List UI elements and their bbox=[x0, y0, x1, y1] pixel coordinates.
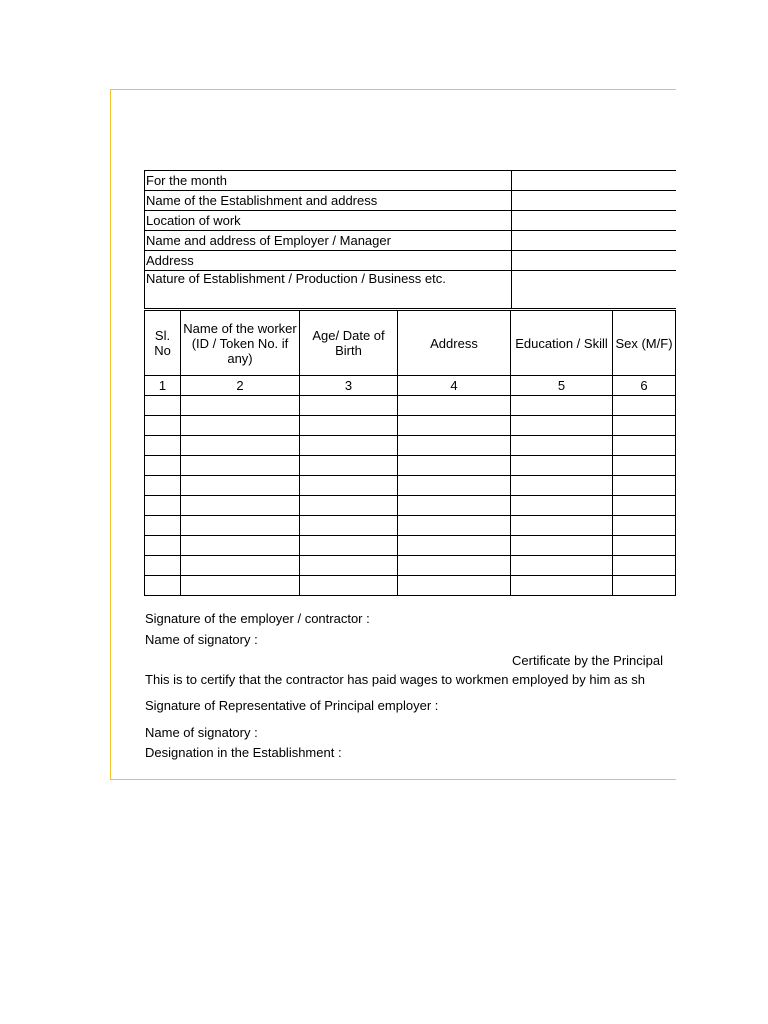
table-cell[interactable] bbox=[511, 396, 613, 416]
table-cell[interactable] bbox=[398, 556, 511, 576]
table-cell[interactable] bbox=[181, 556, 300, 576]
table-cell[interactable] bbox=[613, 536, 676, 556]
column-header-row bbox=[145, 311, 677, 376]
table-cell[interactable] bbox=[511, 476, 613, 496]
info-value-month[interactable] bbox=[512, 171, 677, 191]
info-row-establishment bbox=[145, 191, 677, 211]
table-cell[interactable] bbox=[613, 436, 676, 456]
table-cell[interactable] bbox=[613, 576, 676, 596]
table-row bbox=[145, 416, 677, 436]
table-row bbox=[145, 516, 677, 536]
table-cell[interactable] bbox=[676, 476, 677, 496]
table-cell[interactable] bbox=[300, 436, 398, 456]
table-cell[interactable] bbox=[398, 536, 511, 556]
table-cell[interactable] bbox=[676, 396, 677, 416]
column-header-sex: Sex (M/F) bbox=[613, 311, 676, 376]
table-cell[interactable] bbox=[676, 536, 677, 556]
info-label-nature: Nature of Establishment / Production / Business etc. bbox=[145, 271, 512, 309]
table-cell[interactable] bbox=[300, 456, 398, 476]
column-header-education: Education / Skill bbox=[511, 311, 613, 376]
table-cell[interactable] bbox=[676, 496, 677, 516]
table-cell[interactable] bbox=[511, 436, 613, 456]
table-cell[interactable] bbox=[300, 416, 398, 436]
table-cell[interactable] bbox=[398, 416, 511, 436]
table-cell[interactable] bbox=[145, 536, 181, 556]
table-cell[interactable] bbox=[398, 496, 511, 516]
table-cell[interactable] bbox=[613, 396, 676, 416]
table-cell[interactable] bbox=[398, 396, 511, 416]
info-value-location[interactable] bbox=[512, 211, 677, 231]
worker-register-table bbox=[144, 310, 676, 596]
table-cell[interactable] bbox=[181, 496, 300, 516]
table-cell[interactable] bbox=[300, 476, 398, 496]
signature-representative-label: Signature of Representative of Principal employer : bbox=[145, 698, 439, 713]
table-cell[interactable] bbox=[145, 556, 181, 576]
table-cell[interactable] bbox=[676, 456, 677, 476]
table-cell[interactable] bbox=[145, 436, 181, 456]
establishment-info-table bbox=[144, 170, 676, 309]
info-label-month: For the month bbox=[145, 171, 512, 191]
table-cell[interactable] bbox=[300, 396, 398, 416]
table-cell[interactable] bbox=[676, 436, 677, 456]
table-cell[interactable] bbox=[676, 556, 677, 576]
table-row bbox=[145, 396, 677, 416]
signature-employer-label: Signature of the employer / contractor : bbox=[145, 611, 370, 626]
table-cell[interactable] bbox=[398, 456, 511, 476]
column-header-sl-no: Sl. No bbox=[145, 311, 181, 376]
info-value-establishment[interactable] bbox=[512, 191, 677, 211]
table-cell[interactable] bbox=[300, 496, 398, 516]
table-cell[interactable] bbox=[511, 536, 613, 556]
table-cell[interactable] bbox=[300, 556, 398, 576]
info-label-location: Location of work bbox=[145, 211, 512, 231]
table-cell[interactable] bbox=[398, 576, 511, 596]
table-cell[interactable] bbox=[145, 456, 181, 476]
table-cell[interactable] bbox=[300, 516, 398, 536]
table-cell[interactable] bbox=[511, 516, 613, 536]
table-cell[interactable] bbox=[181, 416, 300, 436]
table-row bbox=[145, 536, 677, 556]
info-row-employer bbox=[145, 231, 677, 251]
column-number: 1 bbox=[145, 376, 181, 396]
table-row bbox=[145, 556, 677, 576]
table-cell[interactable] bbox=[613, 496, 676, 516]
table-row bbox=[145, 436, 677, 456]
table-row bbox=[145, 476, 677, 496]
table-cell[interactable] bbox=[398, 436, 511, 456]
column-number: 6 bbox=[613, 376, 676, 396]
table-cell[interactable] bbox=[613, 456, 676, 476]
column-number: 4 bbox=[398, 376, 511, 396]
column-number: 3 bbox=[300, 376, 398, 396]
info-row-address bbox=[145, 251, 677, 271]
certificate-title: Certificate by the Principal bbox=[512, 653, 664, 668]
column-header-age: Age/ Date of Birth bbox=[300, 311, 398, 376]
table-cell[interactable] bbox=[181, 436, 300, 456]
table-row bbox=[145, 496, 677, 516]
table-cell[interactable] bbox=[511, 456, 613, 476]
column-header-extra bbox=[676, 311, 677, 376]
column-number: 5 bbox=[511, 376, 613, 396]
table-cell[interactable] bbox=[181, 396, 300, 416]
table-cell[interactable] bbox=[676, 416, 677, 436]
table-cell[interactable] bbox=[398, 476, 511, 496]
table-row bbox=[145, 576, 677, 596]
table-cell[interactable] bbox=[145, 416, 181, 436]
column-header-worker-name: Name of the worker (ID / Token No. if any) bbox=[181, 311, 300, 376]
column-number: 2 bbox=[181, 376, 300, 396]
table-cell[interactable] bbox=[145, 396, 181, 416]
table-cell[interactable] bbox=[613, 556, 676, 576]
name-of-signatory-label: Name of signatory : bbox=[145, 725, 258, 740]
info-row-nature bbox=[145, 271, 677, 309]
table-cell[interactable] bbox=[300, 576, 398, 596]
table-cell[interactable] bbox=[511, 576, 613, 596]
table-cell[interactable] bbox=[300, 536, 398, 556]
table-cell[interactable] bbox=[181, 516, 300, 536]
table-cell[interactable] bbox=[613, 476, 676, 496]
info-value-nature[interactable] bbox=[512, 271, 677, 309]
table-cell[interactable] bbox=[676, 576, 677, 596]
name-of-signatory-label: Name of signatory : bbox=[145, 632, 258, 647]
designation-label: Designation in the Establishment : bbox=[145, 745, 342, 760]
table-cell[interactable] bbox=[181, 576, 300, 596]
table-cell[interactable] bbox=[181, 456, 300, 476]
table-cell[interactable] bbox=[398, 516, 511, 536]
info-label-address: Address bbox=[145, 251, 512, 271]
table-cell[interactable] bbox=[613, 416, 676, 436]
table-cell[interactable] bbox=[145, 496, 181, 516]
info-value-employer[interactable] bbox=[512, 231, 677, 251]
table-cell[interactable] bbox=[511, 556, 613, 576]
column-header-address: Address bbox=[398, 311, 511, 376]
table-cell[interactable] bbox=[511, 416, 613, 436]
empty-rows-body bbox=[145, 396, 677, 596]
certify-statement: This is to certify that the contractor has paid wages to workmen employed by him as sh bbox=[145, 672, 646, 687]
column-number bbox=[676, 376, 677, 396]
table-cell[interactable] bbox=[145, 576, 181, 596]
table-row bbox=[145, 456, 677, 476]
info-label-establishment: Name of the Establishment and address bbox=[145, 191, 512, 211]
info-row-month bbox=[145, 171, 677, 191]
info-row-location bbox=[145, 211, 677, 231]
table-cell[interactable] bbox=[511, 496, 613, 516]
table-cell[interactable] bbox=[676, 516, 677, 536]
table-cell[interactable] bbox=[613, 516, 676, 536]
info-value-address[interactable] bbox=[512, 251, 677, 271]
column-number-row bbox=[145, 376, 677, 396]
table-cell[interactable] bbox=[145, 476, 181, 496]
table-cell[interactable] bbox=[145, 516, 181, 536]
info-label-employer: Name and address of Employer / Manager bbox=[145, 231, 512, 251]
table-cell[interactable] bbox=[181, 536, 300, 556]
table-cell[interactable] bbox=[181, 476, 300, 496]
